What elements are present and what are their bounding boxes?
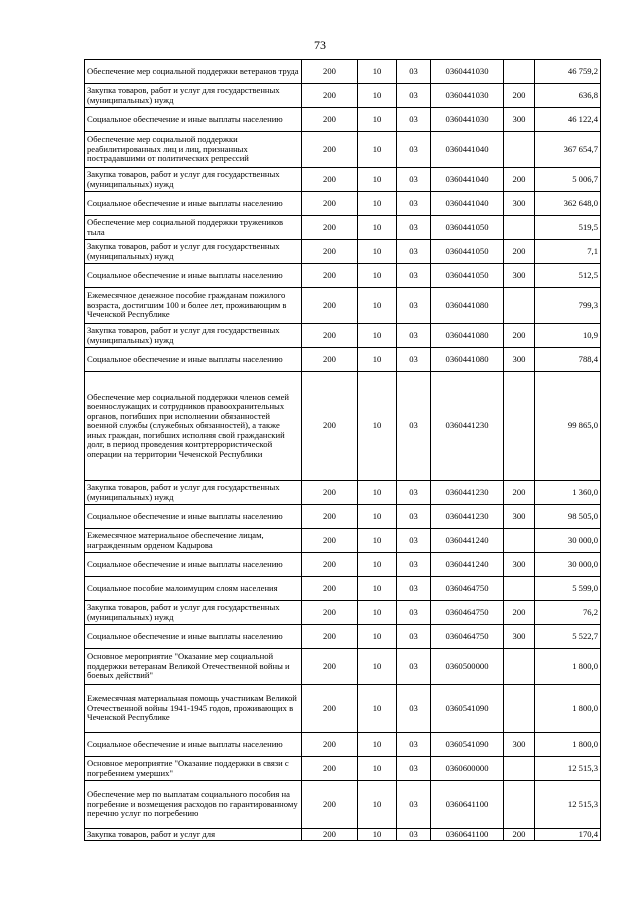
ministry-code: 200: [302, 505, 358, 529]
expense-type: 200: [504, 601, 535, 625]
table-row: [85, 264, 601, 288]
section-code: 10: [358, 649, 397, 685]
amount: 5 522,7: [535, 625, 601, 649]
target-article: 0360441040: [431, 192, 504, 216]
target-article: 0360441240: [431, 529, 504, 553]
row-name: Ежемесячное материальное обеспечение лицам, награжденным орденом Кадырова: [85, 529, 302, 553]
amount: 512,5: [535, 264, 601, 288]
amount: 30 000,0: [535, 553, 601, 577]
row-name: Основное мероприятие "Оказание поддержки в связи с погребением умерших": [85, 757, 302, 781]
ministry-code: 200: [302, 240, 358, 264]
ministry-code: 200: [302, 60, 358, 84]
subsection-code: 03: [397, 733, 431, 757]
section-code: 10: [358, 168, 397, 192]
amount: 10,9: [535, 324, 601, 348]
ministry-code: 200: [302, 577, 358, 601]
subsection-code: 03: [397, 553, 431, 577]
section-code: 10: [358, 553, 397, 577]
section-code: 10: [358, 601, 397, 625]
amount: 1 800,0: [535, 733, 601, 757]
target-article: 0360441080: [431, 324, 504, 348]
amount: 30 000,0: [535, 529, 601, 553]
table-row: [85, 108, 601, 132]
expense-type: [504, 60, 535, 84]
ministry-code: 200: [302, 685, 358, 733]
row-name: Закупка товаров, работ и услуг для государственных (муниципальных) нужд: [85, 601, 302, 625]
row-name: Социальное обеспечение и иные выплаты населению: [85, 264, 302, 288]
amount: 1 800,0: [535, 685, 601, 733]
ministry-code: 200: [302, 132, 358, 168]
target-article: 0360441040: [431, 132, 504, 168]
row-name: Социальное обеспечение и иные выплаты населению: [85, 553, 302, 577]
expense-type: 200: [504, 240, 535, 264]
expense-type: [504, 288, 535, 324]
table-row: [85, 829, 601, 841]
table-row: [85, 505, 601, 529]
table-row: [85, 372, 601, 481]
table-row: [85, 649, 601, 685]
section-code: 10: [358, 505, 397, 529]
ministry-code: 200: [302, 168, 358, 192]
row-name: Ежемесячная материальная помощь участникам Великой Отечественной войны 1941-1945 годов, проживающих в Чеченской Республике: [85, 685, 302, 733]
subsection-code: 03: [397, 192, 431, 216]
expense-type: 300: [504, 264, 535, 288]
section-code: 10: [358, 625, 397, 649]
amount: 519,5: [535, 216, 601, 240]
table-row: [85, 324, 601, 348]
table-row: [85, 132, 601, 168]
target-article: 0360541090: [431, 685, 504, 733]
row-name: Обеспечение мер социальной поддержки ветеранов труда: [85, 60, 302, 84]
expense-type: [504, 781, 535, 829]
subsection-code: 03: [397, 529, 431, 553]
subsection-code: 03: [397, 348, 431, 372]
subsection-code: 03: [397, 84, 431, 108]
section-code: 10: [358, 577, 397, 601]
subsection-code: 03: [397, 372, 431, 481]
section-code: 10: [358, 192, 397, 216]
table-row: [85, 60, 601, 84]
expense-type: [504, 132, 535, 168]
row-name: Закупка товаров, работ и услуг для государственных (муниципальных) нужд: [85, 324, 302, 348]
ministry-code: 200: [302, 829, 358, 841]
row-name: Социальное обеспечение и иные выплаты населению: [85, 192, 302, 216]
target-article: 0360641100: [431, 829, 504, 841]
ministry-code: 200: [302, 553, 358, 577]
section-code: 10: [358, 733, 397, 757]
page-number: 73: [314, 38, 326, 52]
section-code: 10: [358, 324, 397, 348]
ministry-code: 200: [302, 757, 358, 781]
section-code: 10: [358, 240, 397, 264]
section-code: 10: [358, 216, 397, 240]
ministry-code: 200: [302, 649, 358, 685]
subsection-code: 03: [397, 108, 431, 132]
amount: 362 648,0: [535, 192, 601, 216]
ministry-code: 200: [302, 288, 358, 324]
target-article: 0360441030: [431, 60, 504, 84]
target-article: 0360500000: [431, 649, 504, 685]
subsection-code: 03: [397, 481, 431, 505]
target-article: 0360441030: [431, 84, 504, 108]
budget-table: [84, 59, 601, 841]
table-row: [85, 192, 601, 216]
amount: 799,3: [535, 288, 601, 324]
amount: 7,1: [535, 240, 601, 264]
row-name: Закупка товаров, работ и услуг для: [85, 829, 302, 841]
table-row: [85, 601, 601, 625]
row-name: Закупка товаров, работ и услуг для государственных (муниципальных) нужд: [85, 481, 302, 505]
target-article: 0360441050: [431, 240, 504, 264]
target-article: 0360441080: [431, 348, 504, 372]
target-article: 0360441040: [431, 168, 504, 192]
ministry-code: 200: [302, 781, 358, 829]
amount: 1 800,0: [535, 649, 601, 685]
expense-type: [504, 685, 535, 733]
table-row: [85, 685, 601, 733]
expense-type: [504, 372, 535, 481]
section-code: 10: [358, 264, 397, 288]
row-name: Социальное обеспечение и иные выплаты населению: [85, 108, 302, 132]
ministry-code: 200: [302, 84, 358, 108]
target-article: 0360441080: [431, 288, 504, 324]
ministry-code: 200: [302, 264, 358, 288]
section-code: 10: [358, 829, 397, 841]
amount: 636,8: [535, 84, 601, 108]
subsection-code: 03: [397, 757, 431, 781]
amount: 170,4: [535, 829, 601, 841]
ministry-code: 200: [302, 601, 358, 625]
expense-type: 200: [504, 829, 535, 841]
ministry-code: 200: [302, 348, 358, 372]
table-row: [85, 288, 601, 324]
row-name: Социальное обеспечение и иные выплаты населению: [85, 505, 302, 529]
target-article: 0360541090: [431, 733, 504, 757]
table-row: [85, 481, 601, 505]
target-article: 0360641100: [431, 781, 504, 829]
table-row: [85, 757, 601, 781]
row-name: Закупка товаров, работ и услуг для государственных (муниципальных) нужд: [85, 240, 302, 264]
section-code: 10: [358, 132, 397, 168]
table-row: [85, 216, 601, 240]
ministry-code: 200: [302, 192, 358, 216]
ministry-code: 200: [302, 324, 358, 348]
expense-type: [504, 216, 535, 240]
target-article: 0360464750: [431, 601, 504, 625]
row-name: Закупка товаров, работ и услуг для государственных (муниципальных) нужд: [85, 84, 302, 108]
target-article: 0360441230: [431, 372, 504, 481]
target-article: 0360441050: [431, 264, 504, 288]
row-name: Основное мероприятие "Оказание мер социальной поддержки ветеранам Великой Отечественной войны и боевых действий": [85, 649, 302, 685]
expense-type: 300: [504, 505, 535, 529]
expense-type: 300: [504, 348, 535, 372]
expense-type: 300: [504, 733, 535, 757]
section-code: 10: [358, 481, 397, 505]
section-code: 10: [358, 685, 397, 733]
subsection-code: 03: [397, 264, 431, 288]
ministry-code: 200: [302, 372, 358, 481]
expense-type: 300: [504, 553, 535, 577]
subsection-code: 03: [397, 601, 431, 625]
target-article: 0360441240: [431, 553, 504, 577]
subsection-code: 03: [397, 781, 431, 829]
row-name: Социальное пособие малоимущим слоям населения: [85, 577, 302, 601]
expense-type: 300: [504, 108, 535, 132]
row-name: Социальное обеспечение и иные выплаты населению: [85, 348, 302, 372]
section-code: 10: [358, 781, 397, 829]
expense-type: [504, 649, 535, 685]
target-article: 0360441230: [431, 481, 504, 505]
ministry-code: 200: [302, 625, 358, 649]
expense-type: [504, 529, 535, 553]
row-name: Обеспечение мер социальной поддержки тружеников тыла: [85, 216, 302, 240]
expense-type: 200: [504, 84, 535, 108]
table-row: [85, 240, 601, 264]
amount: 788,4: [535, 348, 601, 372]
amount: 1 360,0: [535, 481, 601, 505]
table-row: [85, 553, 601, 577]
table-row: [85, 84, 601, 108]
row-name: Социальное обеспечение и иные выплаты населению: [85, 625, 302, 649]
table-row: [85, 577, 601, 601]
section-code: 10: [358, 529, 397, 553]
subsection-code: 03: [397, 168, 431, 192]
row-name: Ежемесячное денежное пособие гражданам пожилого возраста, достигшим 100 и более лет, проживающим в Чеченской Республике: [85, 288, 302, 324]
section-code: 10: [358, 348, 397, 372]
subsection-code: 03: [397, 132, 431, 168]
subsection-code: 03: [397, 625, 431, 649]
amount: 46 759,2: [535, 60, 601, 84]
amount: 5 006,7: [535, 168, 601, 192]
expense-type: [504, 757, 535, 781]
subsection-code: 03: [397, 288, 431, 324]
table-row: [85, 348, 601, 372]
expense-type: 200: [504, 168, 535, 192]
section-code: 10: [358, 757, 397, 781]
section-code: 10: [358, 372, 397, 481]
subsection-code: 03: [397, 216, 431, 240]
subsection-code: 03: [397, 577, 431, 601]
target-article: 0360600000: [431, 757, 504, 781]
row-name: Обеспечение мер социальной поддержки членов семей военнослужащих и сотрудников правоохранительных органов, погибших при исполнении обязанностей военной службы (служебных обязанностей), а также иных граждан, погибших исполняя свой гражданский долг, в период проведения контртеррористической операции на территории Чеченской Республики: [85, 372, 302, 481]
ministry-code: 200: [302, 733, 358, 757]
subsection-code: 03: [397, 829, 431, 841]
target-article: 0360441030: [431, 108, 504, 132]
section-code: 10: [358, 84, 397, 108]
target-article: 0360441230: [431, 505, 504, 529]
amount: 98 505,0: [535, 505, 601, 529]
target-article: 0360441050: [431, 216, 504, 240]
table-row: [85, 625, 601, 649]
expense-type: 200: [504, 481, 535, 505]
row-name: Закупка товаров, работ и услуг для государственных (муниципальных) нужд: [85, 168, 302, 192]
ministry-code: 200: [302, 216, 358, 240]
target-article: 0360464750: [431, 625, 504, 649]
amount: 367 654,7: [535, 132, 601, 168]
amount: 76,2: [535, 601, 601, 625]
amount: 5 599,0: [535, 577, 601, 601]
section-code: 10: [358, 108, 397, 132]
table-row: [85, 168, 601, 192]
table-row: [85, 733, 601, 757]
budget-table-body: [85, 60, 601, 841]
target-article: 0360464750: [431, 577, 504, 601]
table-row: [85, 529, 601, 553]
row-name: Обеспечение мер социальной поддержки реабилитированных лиц и лиц, признанных пострадавшими от политических репрессий: [85, 132, 302, 168]
section-code: 10: [358, 60, 397, 84]
row-name: Обеспечение мер по выплатам социального пособия на погребение и возмещения расходов по гарантированному перечню услуг по погребению: [85, 781, 302, 829]
subsection-code: 03: [397, 649, 431, 685]
section-code: 10: [358, 288, 397, 324]
expense-type: 200: [504, 324, 535, 348]
expense-type: 300: [504, 192, 535, 216]
subsection-code: 03: [397, 324, 431, 348]
ministry-code: 200: [302, 108, 358, 132]
amount: 12 515,3: [535, 757, 601, 781]
subsection-code: 03: [397, 505, 431, 529]
amount: 12 515,3: [535, 781, 601, 829]
amount: 99 865,0: [535, 372, 601, 481]
table-row: [85, 781, 601, 829]
amount: 46 122,4: [535, 108, 601, 132]
ministry-code: 200: [302, 529, 358, 553]
expense-type: [504, 577, 535, 601]
subsection-code: 03: [397, 240, 431, 264]
subsection-code: 03: [397, 60, 431, 84]
ministry-code: 200: [302, 481, 358, 505]
expense-type: 300: [504, 625, 535, 649]
row-name: Социальное обеспечение и иные выплаты населению: [85, 733, 302, 757]
subsection-code: 03: [397, 685, 431, 733]
